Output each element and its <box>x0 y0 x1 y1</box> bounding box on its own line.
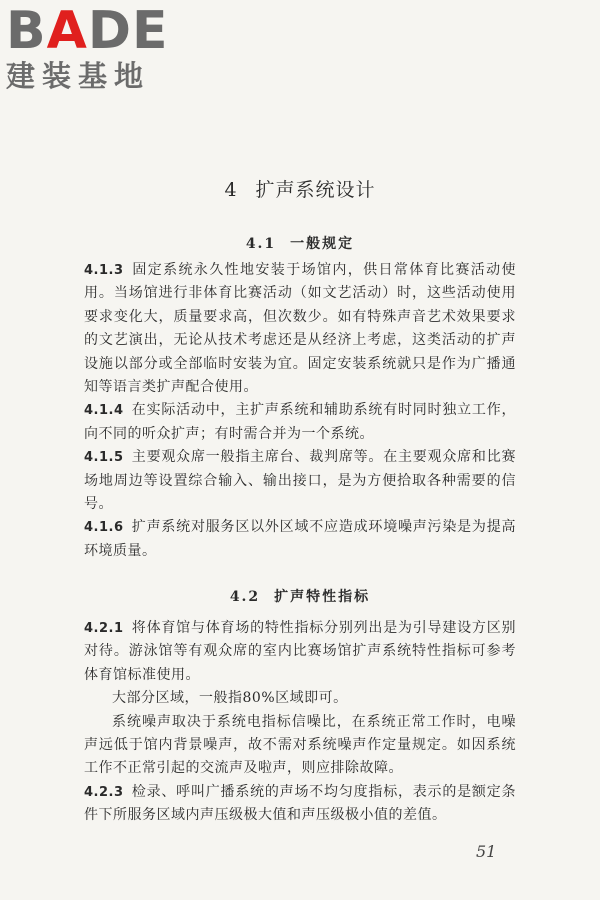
chapter-number: 4 <box>224 179 238 201</box>
chapter-title <box>0 175 600 202</box>
section-number: 4.1 <box>245 236 277 252</box>
clause-paragraph <box>84 259 516 399</box>
body-paragraph: 系统噪声取决于系统电指标信噪比，在系统正常工作时，电噪声远低于馆内背景噪声，故不需对系统噪声作定量规定。如因系统工作不正常引起的交流声及啦声，则应排除故障。 <box>84 713 516 777</box>
clause-number: 4.1.4 <box>84 403 124 419</box>
clause-number: 4.2.1 <box>84 621 124 636</box>
clause-text: 将体育馆与体育场的特性指标分别列出是为引导建设方区别对待。游泳馆等有观众席的室内比赛场馆扩声系统特性指标可参考体育馆标准使用。 <box>84 620 516 683</box>
logo-chinese-name: 建装基地 <box>6 59 151 93</box>
section-4-2-body <box>84 617 516 828</box>
clause-text: 固定系统永久性地安装于场馆内，供日常体育比赛活动使用。当场馆进行非体育比赛活动（如文艺活动）时，这些活动使用要求变化大，质量要求高，但次数少。如有特殊声音艺术效果要求的文艺演出，无论从技术考虑还是从经济上考虑，这类活动的扩声设施以部分或全部临时安装为宜。固定安装系统就只是作为广播通知等语言类扩声配合使用。 <box>84 262 516 396</box>
body-paragraph: 大部分区域，一般指80%区域即可。 <box>112 690 348 707</box>
logo-wordmark: BADE <box>6 1 169 61</box>
section-heading-4-1 <box>0 233 600 253</box>
publisher-logo <box>6 1 169 93</box>
clause-number: 4.1.5 <box>84 450 124 466</box>
section-4-1-body <box>84 259 516 563</box>
section-heading-4-2 <box>0 586 600 606</box>
clause-paragraph <box>84 617 516 687</box>
section-name: 扩声特性指标 <box>274 589 371 605</box>
section-name: 一般规定 <box>290 236 355 252</box>
page-number: 51 <box>476 842 497 861</box>
clause-text: 在实际活动中，主扩声系统和辅助系统有时同时独立工作，向不同的听众扩声；有时需合并为一个系统。 <box>84 402 516 442</box>
clause-paragraph <box>84 781 516 828</box>
clause-number: 4.2.3 <box>84 784 124 800</box>
clause-text: 检录、呼叫广播系统的声场不均匀度指标，表示的是额定条件下所服务区域内声压级极大值和声压级极小值的差值。 <box>84 783 516 824</box>
clause-paragraph <box>84 516 516 563</box>
section-number: 4.2 <box>229 589 261 605</box>
chapter-name: 扩声系统设计 <box>255 179 376 201</box>
clause-number: 4.1.3 <box>84 263 124 278</box>
clause-text: 主要观众席一般指主席台、裁判席等。在主要观众席和比赛场地周边等设置综合输入、输出接口，是为方便拾取各种需要的信号。 <box>84 449 516 513</box>
clause-paragraph <box>84 446 516 516</box>
clause-paragraph <box>84 399 516 446</box>
clause-number: 4.1.6 <box>84 520 124 536</box>
clause-text: 扩声系统对服务区以外区域不应造成环境噪声污染是为提高环境质量。 <box>84 519 516 559</box>
